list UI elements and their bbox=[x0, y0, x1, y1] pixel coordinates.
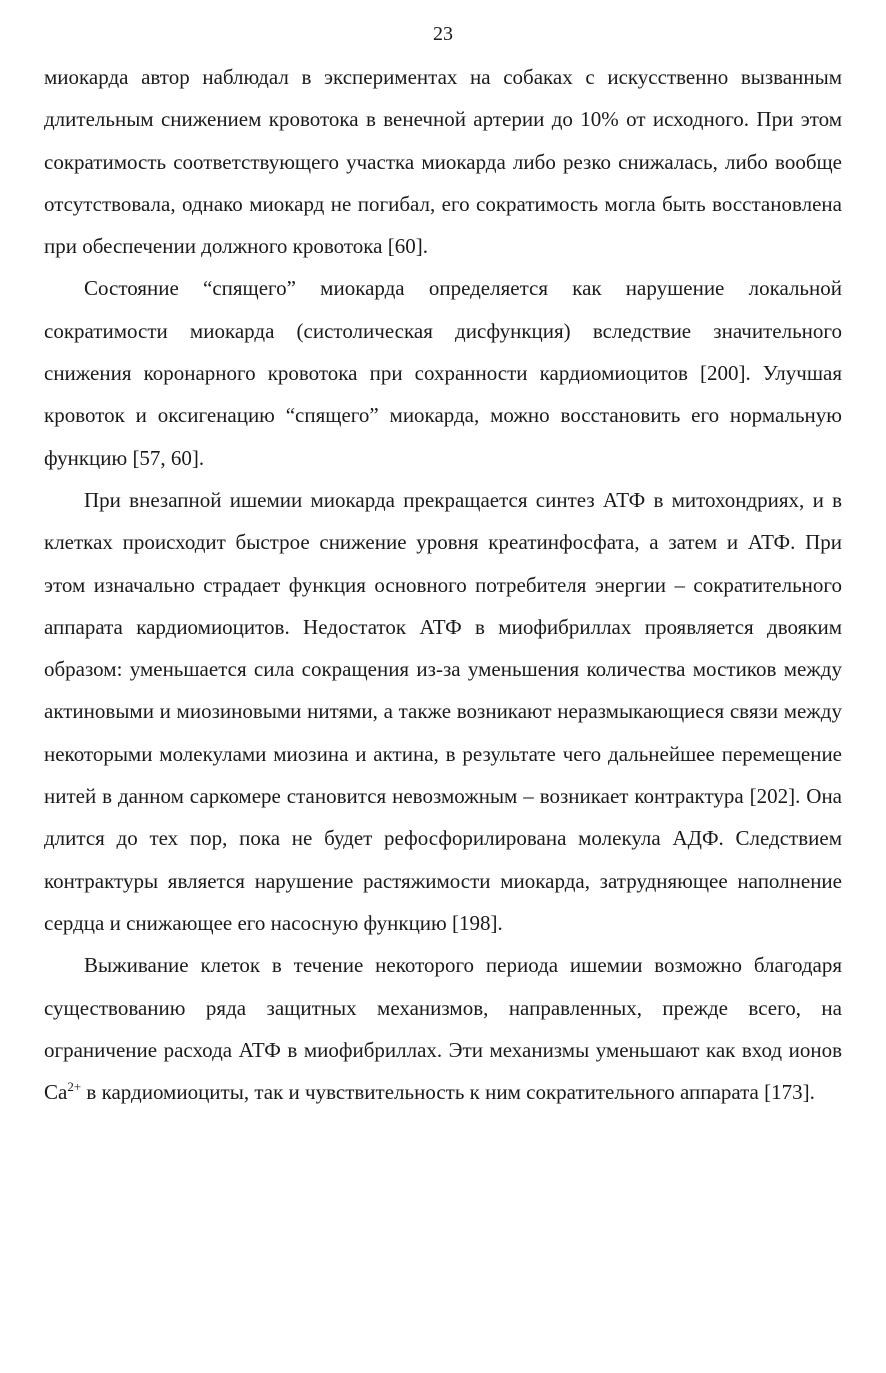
paragraph-hibernating-myocardium: Состояние “спящего” миокарда определяется как нарушение локальной сократимости миокарда (систолическая дисфункция) вследствие значительного снижения коронарного кровотока при сохранности кардиомиоцитов [200]. Улучшая кровоток и оксигенацию “спящего” миокарда, можно восстановить его нормальную функцию [57, 60]. bbox=[44, 276, 842, 470]
paragraph-continuation: миокарда автор наблюдал в экспериментах на собаках с искусственно вызванным длительным снижением кровотока в венечной артерии до 10% от исходного. При этом сократимость соответствующего участка миокарда либо резко снижалась, либо вообще отсутствовала, однако миокард не погибал, его сократимость могла быть восстановлена при обеспечении должного кровотока [60]. bbox=[44, 65, 842, 259]
paragraph-sudden-ischemia: При внезапной ишемии миокарда прекращается синтез АТФ в митохондриях, и в клетках происходит быстрое снижение уровня креатинфосфата, а затем и АТФ. При этом изначально страдает функция основного потребителя энергии – сократительного аппарата кардиомиоцитов. Недостаток АТФ в миофибриллах проявляется двояким образом: уменьшается сила сокращения из-за уменьшения количества мостиков между актиновыми и миозиновыми нитями, а также возникают неразмыкающиеся связи между некоторыми молекулами миозина и актина, в результате чего дальнейшее перемещение нитей в данном саркомере становится невозможным – возникает контрактура [202]. Она длится до тех пор, пока не будет рефосфорилирована молекула АДФ. Следствием контрактуры является нарушение растяжимости миокарда, затрудняющее наполнение сердца и снижающее его насосную функцию [198]. bbox=[44, 487, 842, 935]
paragraph-text-after: в кардиомиоциты, так и чувствительность к ним сократительного аппарата [173]. bbox=[81, 1080, 815, 1105]
body-text bbox=[44, 56, 842, 1113]
calcium-charge-superscript: 2+ bbox=[67, 1079, 82, 1095]
page-number: 23 bbox=[433, 23, 453, 45]
paragraph-cell-survival bbox=[44, 944, 842, 1113]
paragraph-text-before: Выживание клеток в течение некоторого периода ишемии возможно благодаря существованию ряда защитных механизмов, направленных, прежде всего, на ограничение расхода АТФ в миофибриллах. Эти механизмы уменьшают как вход ионов Ca bbox=[44, 953, 842, 1105]
